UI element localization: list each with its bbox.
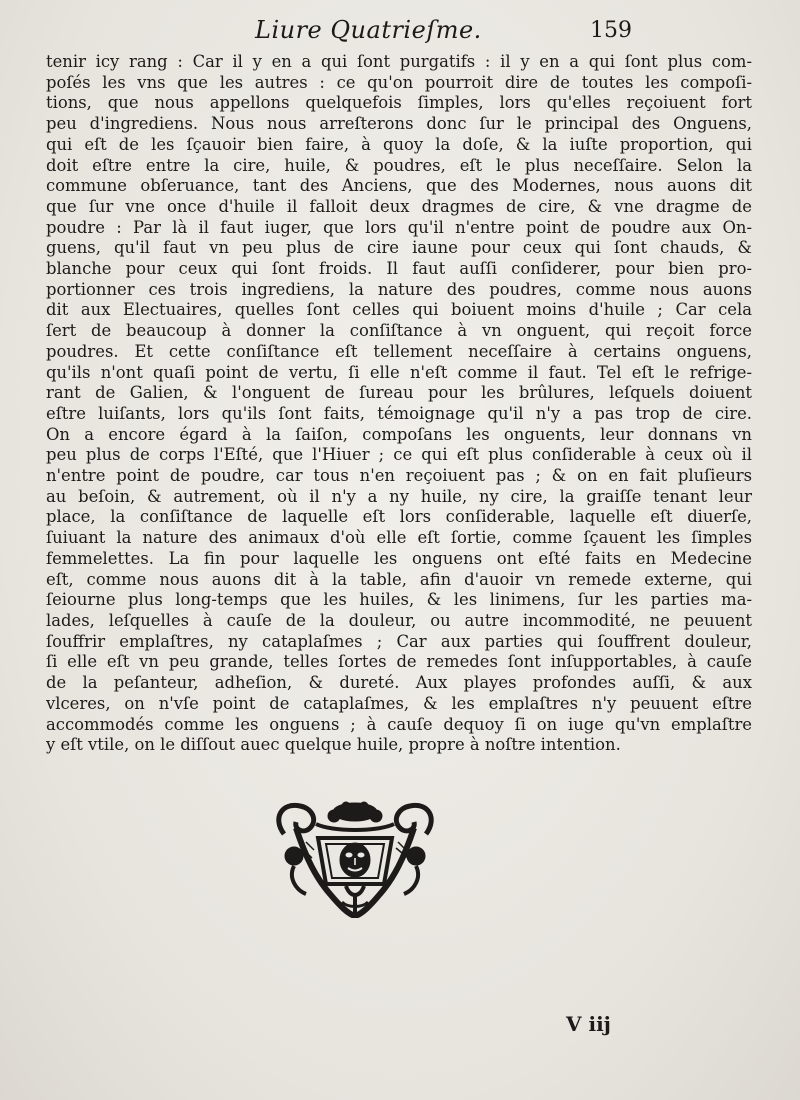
text-line: accommodés comme les onguens ; à cauſe dequoy ſi on iuge qu'vn emplaſtre: [46, 714, 752, 734]
text-line: qu'ils n'ont quaſi point de vertu, ſi elle n'eſt comme il faut. Tel eſt le refrige-: [46, 362, 752, 382]
text-line: qui eſt de les ſçauoir bien faire, à quoy la doſe, & la iuſte proportion, qui: [46, 134, 752, 154]
text-line: peu d'ingrediens. Nous nous arreſterons donc ſur le principal des Onguens,: [46, 114, 752, 134]
text-line: poudres. Et cette conſiſtance eſt tellement neceſſaire à certains onguens,: [46, 341, 752, 361]
running-head: [0, 16, 800, 56]
grotesque-mask-ornament-icon: [266, 798, 444, 918]
text-line: tenir icy rang : Car il y en a qui ſont purgatifs : il y en a qui ſont plus com-: [46, 52, 752, 71]
text-line: ſouffrir emplaſtres, ny cataplaſmes ; Car aux parties qui ſouffrent douleur,: [46, 631, 752, 651]
text-line: y eſt vtile, on le diſſout auec quelque huile, propre à noſtre intention.: [46, 735, 621, 755]
text-line: On a encore égard à la ſaiſon, compoſans les onguents, leur donnans vn: [46, 424, 752, 444]
text-line: poſés les vns que les autres : ce qu'on pourroit dire de toutes les compoſi-: [46, 72, 752, 92]
text-line: vlceres, on n'vſe point de cataplaſmes, & les emplaſtres n'y peuuent eſtre: [46, 693, 752, 713]
text-line: ſert de beaucoup à donner la conſiſtance à vn onguent, qui reçoit force: [46, 321, 752, 341]
text-line: blanche pour ceux qui ſont froids. Il faut auſſi conſiderer, pour bien pro-: [46, 259, 752, 279]
text-line: commune obſeruance, tant des Anciens, que des Modernes, nous auons dit: [46, 176, 752, 196]
text-line: n'entre point de poudre, car tous n'en reçoiuent pas ; & on en fait pluſieurs: [46, 466, 752, 486]
text-line: lades, leſquelles à cauſe de la douleur, ou autre incommodité, ne peuuent: [46, 610, 752, 630]
body-paragraph: [46, 52, 752, 756]
text-line: portionner ces trois ingrediens, la nature des poudres, comme nous auons: [46, 279, 752, 299]
text-line: poudre : Par là il faut iuger, que lors qu'il n'entre point de poudre aux On-: [46, 217, 752, 237]
text-line: guens, qu'il faut vn peu plus de cire iaune pour ceux qui ſont chauds, &: [46, 238, 752, 258]
text-line: place, la conſiſtance de laquelle eſt lors conſiderable, laquelle eſt diuerſe,: [46, 507, 752, 527]
running-title: Liure Quatrieſme.: [255, 16, 482, 44]
text-line: tions, que nous appellons quelquefois ſimples, lors qu'elles reçoiuent fort: [46, 93, 752, 113]
text-line: peu plus de corps l'Eſté, que l'Hiuer ; ce qui eſt plus conſiderable à ceux où il: [46, 445, 752, 465]
page-number: 159: [590, 18, 632, 43]
text-line: eſtre luiſants, lors qu'ils ſont faits, témoignage qu'il n'y a pas trop de cire.: [46, 403, 752, 423]
text-line: rant de Galien, & l'onguent de ſureau pour les brûlures, leſquels doiuent: [46, 383, 752, 403]
text-line: de la peſanteur, adheſion, & dureté. Aux playes profondes auſſi, & aux: [46, 673, 752, 693]
signature-mark: V iij: [566, 1012, 611, 1036]
text-line: ſuiuant la nature des animaux d'où elle eſt ſortie, comme ſçauent les ſimples: [46, 528, 752, 548]
text-line: ſeiourne plus long-temps que les huiles, & les linimens, ſur les parties ma-: [46, 590, 752, 610]
text-line: eſt, comme nous auons dit à la table, afin d'auoir vn remede externe, qui: [46, 569, 752, 589]
text-line: ſi elle eſt vn peu grande, telles ſortes de remedes ſont inſupportables, à cauſe: [46, 652, 752, 672]
text-line: au beſoin, & autrement, où il n'y a ny huile, ny cire, la graiſſe tenant leur: [46, 486, 752, 506]
text-line: dit aux Electuaires, quelles ſont celles qui boiuent moins d'huile ; Car cela: [46, 300, 752, 320]
text-line: femmelettes. La fin pour laquelle les onguens ont eſté faits en Medecine: [46, 548, 752, 568]
text-line: doit eſtre entre la cire, huile, & poudres, eſt le plus neceſſaire. Selon la: [46, 155, 752, 175]
text-line: que ſur vne once d'huile il falloit deux dragmes de cire, & vne dragme de: [46, 196, 752, 216]
